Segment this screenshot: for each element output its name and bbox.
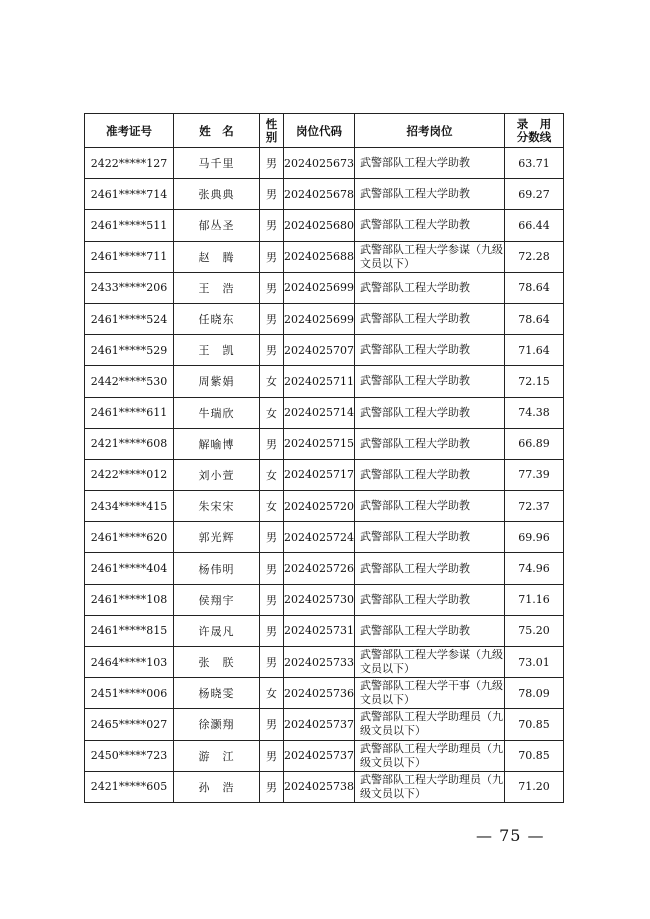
cell-score: 66.89: [505, 428, 564, 459]
cell-score: 63.71: [505, 148, 564, 179]
cell-sex: 男: [260, 522, 284, 553]
cell-exam-id: 2461*****511: [85, 210, 174, 241]
cell-exam-id: 2451*****006: [85, 678, 174, 709]
cell-sex: 男: [260, 647, 284, 678]
cell-post-code: 2024025711: [284, 366, 355, 397]
cell-post-code: 2024025737: [284, 709, 355, 740]
table-row: [85, 647, 564, 678]
cell-exam-id: 2422*****012: [85, 459, 174, 490]
cell-post-code: 2024025715: [284, 428, 355, 459]
cell-post: 武警部队工程大学参谋（九级文员以下）: [355, 647, 505, 678]
cell-score: 78.64: [505, 303, 564, 334]
cell-post: 武警部队工程大学助教: [355, 179, 505, 210]
cell-score: 72.15: [505, 366, 564, 397]
cell-name: 郭光辉: [174, 522, 260, 553]
cell-name: 郁丛圣: [174, 210, 260, 241]
cell-name: 马千里: [174, 148, 260, 179]
header-exam-id: 准考证号: [85, 114, 174, 148]
table-row: [85, 366, 564, 397]
cell-sex: 男: [260, 148, 284, 179]
page-number: — 75 —: [476, 826, 545, 845]
cell-score: 72.37: [505, 491, 564, 522]
cell-name: 任晓东: [174, 303, 260, 334]
cell-post-code: 2024025730: [284, 584, 355, 615]
cell-score: 74.96: [505, 553, 564, 584]
cell-exam-id: 2464*****103: [85, 647, 174, 678]
cell-exam-id: 2461*****404: [85, 553, 174, 584]
cell-post: 武警部队工程大学助教: [355, 428, 505, 459]
cell-name: 杨伟明: [174, 553, 260, 584]
cell-post: 武警部队工程大学助教: [355, 615, 505, 646]
table-body: [85, 148, 564, 803]
header-sex-line1: 性: [265, 116, 278, 131]
table-row: [85, 241, 564, 272]
table-row: [85, 148, 564, 179]
table-row: [85, 397, 564, 428]
cell-exam-id: 2461*****529: [85, 335, 174, 366]
cell-sex: 男: [260, 584, 284, 615]
cell-post: 武警部队工程大学助教: [355, 210, 505, 241]
cell-post: 武警部队工程大学助理员（九级文员以下）: [355, 771, 505, 802]
table-row: [85, 179, 564, 210]
cell-exam-id: 2461*****524: [85, 303, 174, 334]
cell-score: 69.96: [505, 522, 564, 553]
cell-name: 徐灏翔: [174, 709, 260, 740]
cell-sex: 男: [260, 709, 284, 740]
cell-sex: 男: [260, 179, 284, 210]
cell-exam-id: 2461*****711: [85, 241, 174, 272]
cell-sex: 女: [260, 397, 284, 428]
cell-name: 张 朕: [174, 647, 260, 678]
cell-name: 侯翔宇: [174, 584, 260, 615]
cell-exam-id: 2461*****620: [85, 522, 174, 553]
cell-name: 游 江: [174, 740, 260, 771]
cell-post: 武警部队工程大学干事（九级文员以下）: [355, 678, 505, 709]
cell-name: 王 浩: [174, 272, 260, 303]
header-score-line2: 分数线: [516, 129, 552, 144]
cell-score: 70.85: [505, 709, 564, 740]
cell-post: 武警部队工程大学助理员（九级文员以下）: [355, 709, 505, 740]
cell-exam-id: 2450*****723: [85, 740, 174, 771]
cell-post: 武警部队工程大学助教: [355, 459, 505, 490]
cell-name: 孙 浩: [174, 771, 260, 802]
cell-post: 武警部队工程大学助理员（九级文员以下）: [355, 740, 505, 771]
cell-sex: 女: [260, 491, 284, 522]
cell-score: 71.20: [505, 771, 564, 802]
header-post: 招考岗位: [355, 114, 505, 148]
cell-post: 武警部队工程大学助教: [355, 397, 505, 428]
cell-post-code: 2024025733: [284, 647, 355, 678]
cell-sex: 男: [260, 241, 284, 272]
cell-name: 张典典: [174, 179, 260, 210]
cell-score: 66.44: [505, 210, 564, 241]
cell-score: 69.27: [505, 179, 564, 210]
header-sex-line2: 别: [265, 129, 278, 144]
cell-sex: 男: [260, 303, 284, 334]
cell-post: 武警部队工程大学助教: [355, 553, 505, 584]
cell-sex: 男: [260, 428, 284, 459]
table-row: [85, 491, 564, 522]
cell-name: 王 凯: [174, 335, 260, 366]
cell-exam-id: 2422*****127: [85, 148, 174, 179]
cell-post-code: 2024025714: [284, 397, 355, 428]
cell-exam-id: 2461*****815: [85, 615, 174, 646]
cell-post-code: 2024025680: [284, 210, 355, 241]
cell-post: 武警部队工程大学助教: [355, 522, 505, 553]
cell-post-code: 2024025678: [284, 179, 355, 210]
cell-post-code: 2024025738: [284, 771, 355, 802]
cell-exam-id: 2433*****206: [85, 272, 174, 303]
table-row: [85, 303, 564, 334]
cell-post: 武警部队工程大学助教: [355, 272, 505, 303]
cell-exam-id: 2421*****608: [85, 428, 174, 459]
cell-sex: 男: [260, 210, 284, 241]
cell-name: 杨晓雯: [174, 678, 260, 709]
cell-post-code: 2024025736: [284, 678, 355, 709]
cell-exam-id: 2465*****027: [85, 709, 174, 740]
cell-name: 牛瑞欣: [174, 397, 260, 428]
cell-sex: 男: [260, 553, 284, 584]
cell-post-code: 2024025731: [284, 615, 355, 646]
table-row: [85, 771, 564, 802]
cell-post: 武警部队工程大学参谋（九级文员以下）: [355, 241, 505, 272]
cell-post: 武警部队工程大学助教: [355, 303, 505, 334]
cell-post: 武警部队工程大学助教: [355, 584, 505, 615]
cell-sex: 男: [260, 740, 284, 771]
cell-post-code: 2024025699: [284, 303, 355, 334]
cell-post-code: 2024025717: [284, 459, 355, 490]
cell-sex: 女: [260, 366, 284, 397]
cell-post: 武警部队工程大学助教: [355, 148, 505, 179]
header-name: 姓 名: [174, 114, 260, 148]
cell-score: 71.64: [505, 335, 564, 366]
table-row: [85, 553, 564, 584]
cell-sex: 女: [260, 678, 284, 709]
header-score: [505, 114, 564, 148]
cell-score: 71.16: [505, 584, 564, 615]
admission-score-table: [84, 113, 564, 803]
cell-post-code: 2024025724: [284, 522, 355, 553]
cell-post-code: 2024025726: [284, 553, 355, 584]
cell-score: 78.64: [505, 272, 564, 303]
table-row: [85, 584, 564, 615]
cell-post-code: 2024025737: [284, 740, 355, 771]
cell-score: 72.28: [505, 241, 564, 272]
header-sex: [260, 114, 284, 148]
cell-name: 许晟凡: [174, 615, 260, 646]
cell-exam-id: 2421*****605: [85, 771, 174, 802]
cell-post-code: 2024025673: [284, 148, 355, 179]
table-row: [85, 335, 564, 366]
cell-sex: 男: [260, 615, 284, 646]
cell-name: 周紫娟: [174, 366, 260, 397]
table-header-row: [85, 114, 564, 148]
cell-exam-id: 2442*****530: [85, 366, 174, 397]
table-row: [85, 428, 564, 459]
cell-score: 74.38: [505, 397, 564, 428]
cell-post-code: 2024025720: [284, 491, 355, 522]
table-row: [85, 459, 564, 490]
cell-post: 武警部队工程大学助教: [355, 366, 505, 397]
cell-sex: 男: [260, 771, 284, 802]
table-row: [85, 522, 564, 553]
cell-score: 78.09: [505, 678, 564, 709]
cell-sex: 男: [260, 272, 284, 303]
table-row: [85, 210, 564, 241]
table-row: [85, 272, 564, 303]
cell-score: 73.01: [505, 647, 564, 678]
table-row: [85, 709, 564, 740]
header-score-line1: 录 用: [516, 116, 552, 131]
cell-score: 77.39: [505, 459, 564, 490]
table-row: [85, 740, 564, 771]
cell-post-code: 2024025699: [284, 272, 355, 303]
cell-exam-id: 2461*****714: [85, 179, 174, 210]
cell-score: 75.20: [505, 615, 564, 646]
table-row: [85, 678, 564, 709]
cell-score: 70.85: [505, 740, 564, 771]
cell-name: 赵 腾: [174, 241, 260, 272]
cell-name: 解喻博: [174, 428, 260, 459]
cell-sex: 女: [260, 459, 284, 490]
cell-name: 刘小萱: [174, 459, 260, 490]
cell-post: 武警部队工程大学助教: [355, 335, 505, 366]
cell-post: 武警部队工程大学助教: [355, 491, 505, 522]
cell-post-code: 2024025707: [284, 335, 355, 366]
cell-post-code: 2024025688: [284, 241, 355, 272]
table-row: [85, 615, 564, 646]
cell-name: 朱宋宋: [174, 491, 260, 522]
cell-exam-id: 2434*****415: [85, 491, 174, 522]
cell-exam-id: 2461*****611: [85, 397, 174, 428]
cell-exam-id: 2461*****108: [85, 584, 174, 615]
header-post-code: 岗位代码: [284, 114, 355, 148]
cell-sex: 男: [260, 335, 284, 366]
